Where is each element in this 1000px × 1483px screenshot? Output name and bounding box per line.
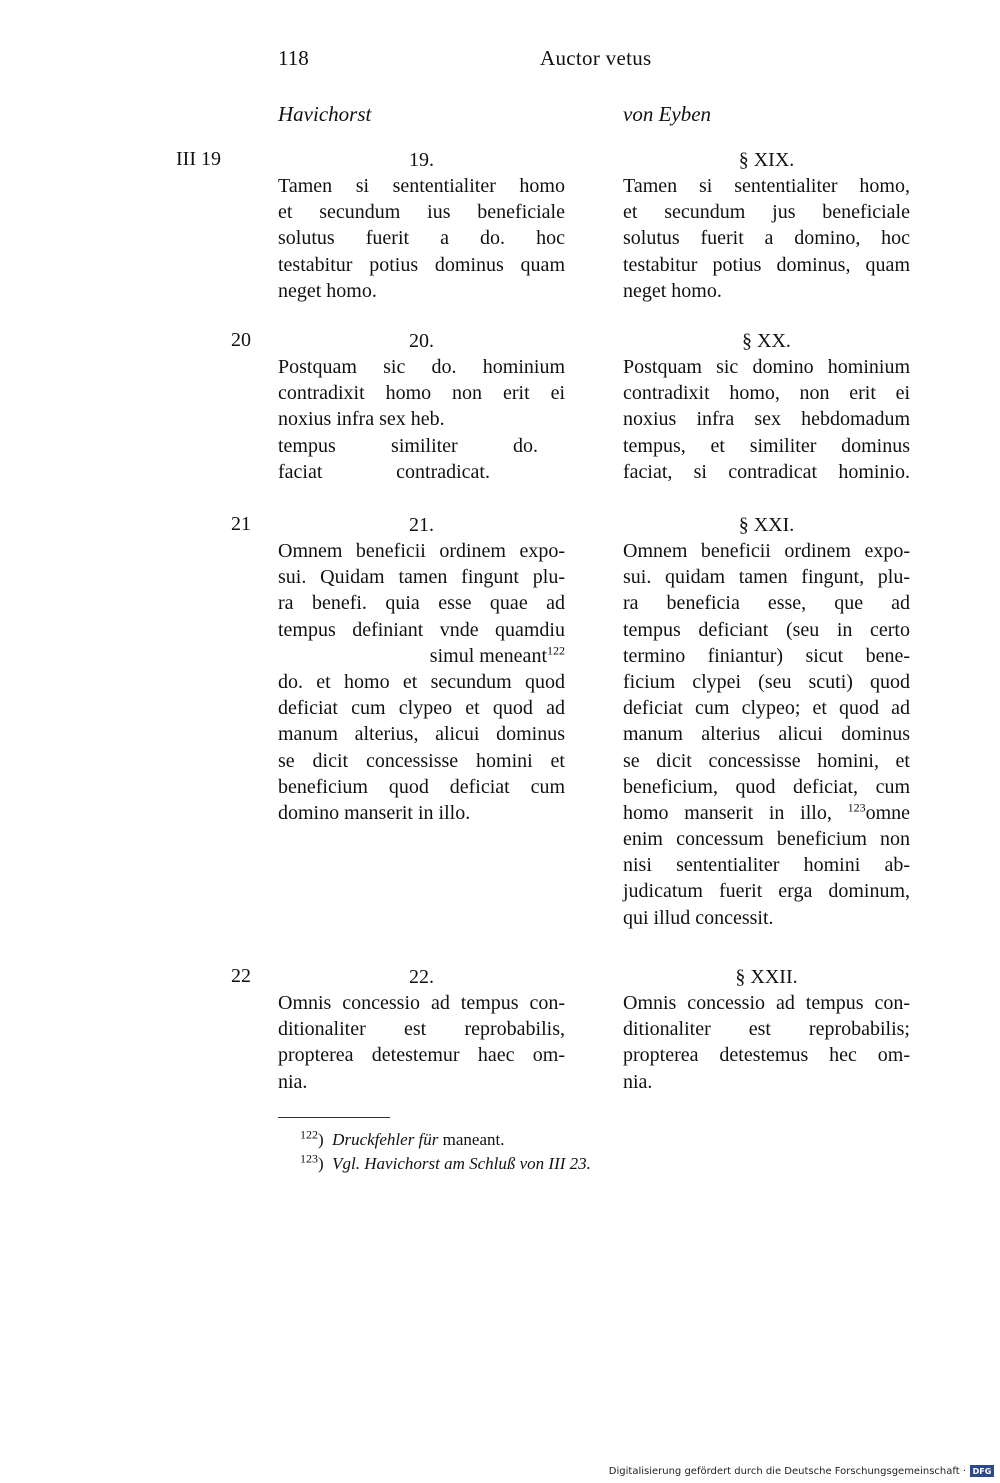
text-fragment: simul meneant xyxy=(429,644,547,667)
text-line: tempus deficiant (seu in certo xyxy=(623,618,910,641)
text-line: manum alterius, alicui dominus xyxy=(278,723,565,746)
text-line: ra beneficia esse, que ad xyxy=(623,592,910,615)
digitization-credit xyxy=(609,1465,994,1477)
footnote-divider xyxy=(278,1117,390,1118)
text-line: ficium clypei (seu scuti) quod xyxy=(623,670,910,693)
credit-text: Digitalisierung gefördert durch die Deutsche Forschungsgemeinschaft · xyxy=(608,1465,966,1477)
section-number: § XXI. xyxy=(738,514,795,536)
text-line: Omnem beneficii ordinem expo- xyxy=(623,540,910,562)
text-line: contradixit homo non erit ei xyxy=(278,382,565,405)
text-line: nia. xyxy=(623,1070,653,1093)
text-line: nisi sententialiter homini ab- xyxy=(623,854,910,877)
text-line: propterea detestemur haec om- xyxy=(278,1044,565,1067)
text-line: Postquam sic domino hominium xyxy=(623,356,910,378)
text-line: et secundum jus beneficiale xyxy=(623,201,910,224)
text-line: contradixit homo, non erit ei xyxy=(623,382,910,405)
section-number: § XXII. xyxy=(735,966,798,988)
text-line: et secundum ius beneficiale xyxy=(278,201,565,224)
footnote-mark: 123 xyxy=(300,1151,318,1166)
footnote: $^{123}$) Vgl. Havichorst am Schluß von III 23. xyxy=(300,1151,591,1173)
section-number: § XIX. xyxy=(738,149,795,171)
footnote-italic: Druckfehler für xyxy=(332,1130,439,1149)
text-line: nia. xyxy=(278,1070,308,1093)
footnote: $^{122}$) Druckfehler für maneant. xyxy=(300,1127,505,1149)
text-line: solutus fuerit a do. hoc xyxy=(278,227,565,250)
text-line: solutus fuerit a domino, hoc xyxy=(623,227,910,250)
text-line: beneficium quod deficiat cum xyxy=(278,775,565,798)
text-line: sui. Quidam tamen fingunt plu- xyxy=(278,566,565,589)
text-fragment: homo manserit in illo, xyxy=(623,801,848,824)
text-line: manum alterius alicui dominus xyxy=(623,723,910,746)
margin-number: 22 xyxy=(231,965,251,987)
text-line: Tamen si sententialiter homo xyxy=(278,175,565,197)
text-line: qui illud concessit. xyxy=(623,906,774,929)
text-line: termino finiantur) sicut bene- xyxy=(623,644,910,667)
footnote-italic: Vgl. Havichorst am Schluß von III 23. xyxy=(332,1154,591,1173)
text-fragment: omne xyxy=(865,801,910,824)
section-number: 20. xyxy=(409,330,434,352)
margin-number: 20 xyxy=(231,329,251,351)
margin-number: III 19 xyxy=(176,148,221,170)
section-22-eyben xyxy=(623,964,910,1095)
text-line: deficiat cum clypeo; et quod ad xyxy=(623,697,910,720)
footnote-text: maneant. xyxy=(438,1130,505,1149)
text-line: ra benefi. quia esse quae ad xyxy=(278,592,565,615)
left-column-title: Havichorst xyxy=(278,102,372,126)
text-line: Tamen si sententialiter homo, xyxy=(623,175,910,197)
text-line: ditionaliter est reprobabilis, xyxy=(278,1018,565,1041)
page-number: 118 xyxy=(278,46,309,70)
section-number: § XX. xyxy=(742,330,791,352)
text-line: tempus definiant vnde quamdiu xyxy=(278,618,565,641)
text-line: faciat contradicat. xyxy=(278,460,490,483)
text-line: Postquam sic do. hominium xyxy=(278,356,565,378)
text-line: enim concessum beneficium non xyxy=(623,828,910,851)
text-line: Omnis concessio ad tempus con- xyxy=(278,992,565,1014)
text-line: noxius infra sex hebdomadum xyxy=(623,408,910,431)
text-line: tempus, et similiter dominus xyxy=(623,434,910,457)
text-line: do. et homo et secundum quod xyxy=(278,670,565,693)
text-line: faciat, si contradicat hominio. xyxy=(623,460,910,483)
text-line-with-note xyxy=(278,643,565,669)
text-line: testabitur potius dominus quam xyxy=(278,253,565,276)
text-line: tempus similiter do. xyxy=(278,434,538,457)
text-line: neget homo. xyxy=(623,279,722,302)
text-line: noxius infra sex heb. xyxy=(278,408,445,431)
text-line: Omnem beneficii ordinem expo- xyxy=(278,540,565,562)
text-line: propterea detestemus hec om- xyxy=(623,1044,910,1067)
right-column-title: von Eyben xyxy=(623,102,712,126)
footnote-reference: 123 xyxy=(847,800,866,815)
section-20-eyben xyxy=(623,328,910,485)
footnote-mark: 122 xyxy=(300,1127,318,1142)
section-number: 22. xyxy=(409,966,434,988)
text-line-with-note xyxy=(623,800,910,826)
footnote-reference: 122 xyxy=(547,643,565,658)
section-22-havichorst xyxy=(278,964,565,1095)
text-line: sui. quidam tamen fingunt, plu- xyxy=(623,566,910,589)
section-19-eyben xyxy=(623,147,910,304)
text-line: testabitur potius dominus, quam xyxy=(623,253,910,276)
section-number: 21. xyxy=(409,514,434,536)
section-21-eyben xyxy=(623,512,910,931)
text-line: beneficium, quod deficiat, cum xyxy=(623,775,910,798)
dfg-logo-icon: DFG xyxy=(970,1465,994,1477)
section-number: 19. xyxy=(409,149,434,171)
text-line: neget homo. xyxy=(278,279,377,302)
section-19-havichorst xyxy=(278,147,565,304)
text-line: ditionaliter est reprobabilis; xyxy=(623,1018,910,1041)
section-20-havichorst xyxy=(278,328,565,485)
text-line: Omnis concessio ad tempus con- xyxy=(623,992,910,1014)
text-line: se dicit concessisse homini, et xyxy=(623,749,910,772)
text-line: judicatum fuerit erga dominum, xyxy=(623,880,910,903)
running-title: Auctor vetus xyxy=(540,46,652,70)
margin-number: 21 xyxy=(231,513,251,535)
section-21-havichorst xyxy=(278,512,565,826)
text-line: domino manserit in illo. xyxy=(278,801,471,824)
text-line: se dicit concessisse homini et xyxy=(278,749,565,772)
text-line: deficiat cum clypeo et quod ad xyxy=(278,697,565,720)
